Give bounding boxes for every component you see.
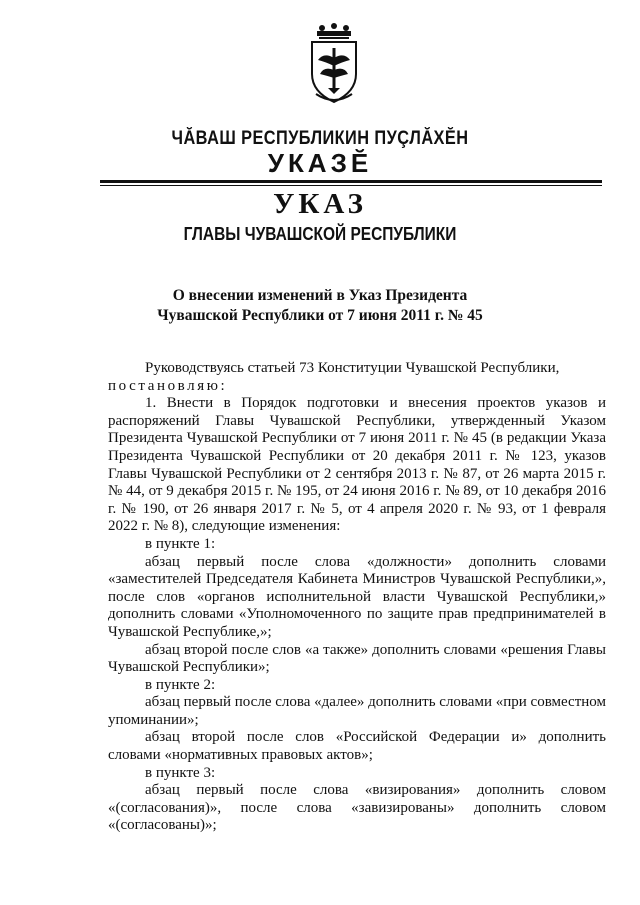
- document-title: [0, 286, 640, 326]
- header-chuvash-line1: ЧĂВАШ РЕСПУБЛИКИН ПУÇЛĂХĔН: [171, 128, 469, 149]
- paragraph-point-3: в пункте 3:: [145, 764, 216, 781]
- coat-of-arms-icon: [302, 22, 366, 108]
- document-body: [108, 360, 606, 835]
- header-chuvash-line2: УКАЗĔ: [267, 148, 373, 178]
- paragraph-point-1-abz1: абзац первый после слова «должности» дополнить словами «заместителей Председателя Кабинета Министров Чувашской Республики,», после слов «органов исполнительной власти Чувашской Республики,» дополнить словами «Уполномоченного по защите прав предпринимателей в Чувашской Республике,»;: [108, 553, 606, 640]
- header-russian-line2: ГЛАВЫ ЧУВАШСКОЙ РЕСПУБЛИКИ: [183, 224, 457, 244]
- paragraph-point-1: в пункте 1:: [145, 535, 216, 552]
- paragraph-point-2-abz2: абзац второй после слов «Российской Федерации и» дополнить словами «нормативных правовых актов»;: [108, 729, 606, 764]
- paragraph-preamble: Руководствуясь статьей 73 Конституции Чувашской Республики,: [145, 360, 560, 376]
- document-title-line1: О внесении изменений в Указ Президента: [172, 287, 468, 304]
- paragraph-point-2-abz1: абзац первый после слова «далее» дополнить словами «при совместном упоминании»;: [108, 694, 606, 728]
- paragraph-point-3-abz1: абзац первый после слова «визирования» дополнить словом «(согласования)», после слова «завизированы» дополнить словом «(согласованы)»;: [108, 782, 606, 834]
- paragraph-postanovlyayu: постановляю:: [108, 377, 228, 394]
- document-title-line2: Чувашской Республики от 7 июня 2011 г. № 45: [157, 307, 483, 324]
- header-rule-thin: [100, 185, 602, 186]
- header-rule-thick: [100, 180, 602, 183]
- paragraph-point-1-abz2: абзац второй после слов «а также» дополнить словами «решения Главы Чувашской Республики»;: [108, 641, 606, 676]
- paragraph-item-1: 1. Внести в Порядок подготовки и внесения проектов указов и распоряжений Главы Чувашской Республики, утвержденный Указом Президента Чувашской Республики от 7 июня 2011 г. № 45 (в редакции Указа Президента Чувашской Республики от 20 декабря 2011 г. № 123, указов Главы Чувашской Республики от 2 сентября 2013 г. № 87, от 26 марта 2015 г. № 44, от 9 декабря 2015 г. № 195, от 24 июня 2016 г. № 89, от 10 декабря 2016 г. № 190, от 26 января 2017 г. № 5, от 4 апреля 2020 г. № 93, от 1 февраля 2022 г. № 8), следующие изменения:: [108, 395, 606, 535]
- paragraph-point-2: в пункте 2:: [145, 676, 216, 693]
- header-russian-line1: УКАЗ: [273, 188, 367, 220]
